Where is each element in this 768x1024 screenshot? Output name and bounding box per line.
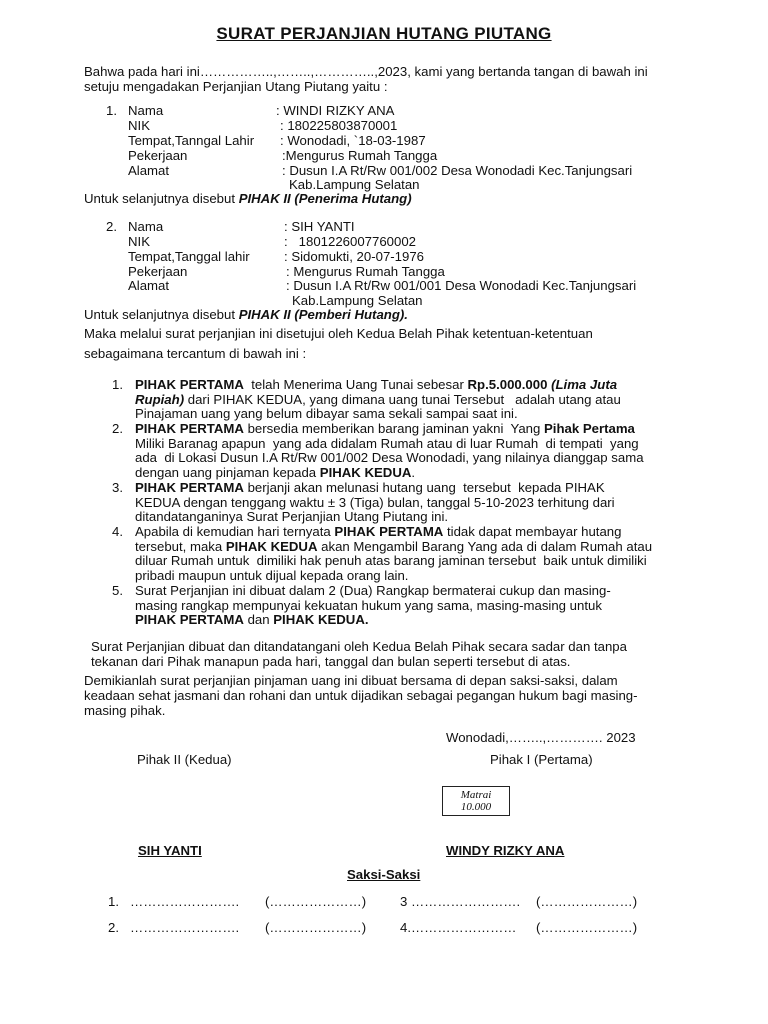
clause-2-number: 2.	[112, 421, 123, 436]
clause-4-text: Apabila di kemudian hari ternyata	[135, 524, 335, 539]
party2-alias	[84, 307, 408, 322]
clause-2-line-2: Miliki Baranag apapun yang ada didalam Rumah atau di luar Rumah di tempati yang	[135, 436, 639, 451]
clause-5-party-a: PIHAK PERTAMA	[135, 612, 244, 627]
clause-2-party-c: PIHAK KEDUA	[319, 465, 412, 480]
clause-5-conj: dan	[243, 612, 274, 627]
clause-4-party-b: PIHAK KEDUA	[225, 539, 318, 554]
closing-2-line-3: masing pihak.	[84, 703, 166, 718]
right-party-role: Pihak I (Pertama)	[490, 752, 593, 767]
stamp-value: 10.000	[460, 801, 492, 813]
party2-name-value: : SIH YANTI	[284, 219, 355, 234]
party1-job-label: Pekerjaan	[128, 148, 188, 163]
party1-nik-value: : 180225803870001	[280, 118, 398, 133]
witness-2-name: …………………….	[130, 920, 240, 935]
party2-nik-label: NIK	[128, 234, 150, 249]
clause-5-number: 5.	[112, 583, 123, 598]
party2-ttl-label: Tempat,Tanggal lahir	[128, 249, 250, 264]
witnesses-heading: Saksi-Saksi	[347, 867, 421, 882]
clause-5-party-b: PIHAK KEDUA.	[273, 612, 369, 627]
clause-1-amount-words-end: Rupiah)	[135, 392, 185, 407]
clause-2-line-3: ada di Lokasi Dusun I.A Rt/Rw 001/002 Desa Wonodadi, yang nilainya dianggap sama	[135, 450, 644, 465]
clause-2-period: .	[411, 465, 416, 480]
clause-2-party-b: Pihak Pertama	[544, 421, 635, 436]
clause-3-line-2: KEDUA dengan tenggang waktu ± 3 (Tiga) bulan, tanggal 5-10-2023 terhitung dari	[135, 495, 615, 510]
party2-address-line-2: Kab.Lampung Selatan	[292, 293, 423, 308]
clause-1-amount: Rp.5.000.000	[467, 377, 548, 392]
clause-3-number: 3.	[112, 480, 123, 495]
witness-1-name: …………………….	[130, 894, 240, 909]
clause-4-line-2-a: tersebut, maka	[135, 539, 226, 554]
clause-5-line-3	[135, 612, 369, 627]
party1-alias-prefix: Untuk selanjutnya disebut	[84, 191, 239, 206]
clause-1-line-2	[135, 392, 621, 407]
witness-2-signature: (…………………)	[265, 920, 367, 935]
party1-alias-term: PIHAK II (Penerima Hutang)	[238, 191, 412, 206]
clause-5-line-2: masing rangkap mempunyai kekuatan hukum yang sama, masing-masing untuk	[135, 598, 602, 613]
clause-3-party: PIHAK PERTAMA	[135, 480, 244, 495]
party2-name-label: Nama	[128, 219, 164, 234]
clause-1-party: PIHAK PERTAMA	[135, 377, 244, 392]
party2-alias-prefix: Untuk selanjutnya disebut	[84, 307, 239, 322]
closing-1-line-2: tekanan dari Pihak manapun pada hari, tanggal dan bulan seperti tersebut di atas.	[91, 654, 571, 669]
party2-job-value: : Mengurus Rumah Tangga	[286, 264, 445, 279]
party1-alias	[84, 191, 412, 206]
clause-4-line-2-c: akan Mengambil Barang Yang ada di dalam Rumah atau	[317, 539, 653, 554]
party2-address-label: Alamat	[128, 278, 170, 293]
page-title: SURAT PERJANJIAN HUTANG PIUTANG	[216, 24, 552, 43]
party1-name-label: Nama	[128, 103, 164, 118]
party1-nik-label: NIK	[128, 118, 150, 133]
clause-3-line-1	[135, 480, 605, 495]
intro-line-2: setuju mengadakan Perjanjian Utang Piutang yaitu :	[84, 79, 388, 94]
party1-name-value: : WINDI RIZKY ANA	[276, 103, 395, 118]
clause-1-amount-words: (Lima Juta	[551, 377, 618, 392]
party2-job-label: Pekerjaan	[128, 264, 188, 279]
party2-ttl-value: : Sidomukti, 20-07-1976	[284, 249, 425, 264]
clause-1-line-1	[135, 377, 617, 392]
clause-1-line-3: Pinajaman uang yang belum dibayar sama sekali sampai saat ini.	[135, 406, 518, 421]
clause-4-line-4: pribadi maupun untuk dijual kepada orang lain.	[135, 568, 409, 583]
party1-number: 1.	[106, 103, 117, 118]
clause-2-line-1	[135, 421, 635, 436]
clause-3-text: berjanji akan melunasi hutang uang tersebut kepada PIHAK	[243, 480, 605, 495]
clause-4-line-3: diluar Rumah untuk dimiliki hak penuh atas barang jaminan tersebut baik untuk dimiliki	[135, 553, 647, 568]
clause-2-text: bersedia memberikan barang jaminan yakni Yang	[243, 421, 544, 436]
place-date: Wonodadi,……..,…………. 2023	[446, 730, 636, 745]
stamp-duty-box	[442, 786, 510, 816]
party1-address-line-1: : Dusun I.A Rt/Rw 001/002 Desa Wonodadi Kec.Tanjungsari	[282, 163, 633, 178]
preamble-line-1: Maka melalui surat perjanjian ini disetujui oleh Kedua Belah Pihak ketentuan-ketentuan	[84, 326, 593, 341]
closing-2-line-1: Demikianlah surat perjanjian pinjaman uang ini dibuat bersama di depan saksi-saksi, dalam	[84, 673, 618, 688]
witness-1-signature: (…………………)	[265, 894, 367, 909]
witness-1-number: 1.	[108, 894, 119, 909]
right-signatory-name: WINDY RIZKY ANA	[446, 843, 565, 858]
party1-address-line-2: Kab.Lampung Selatan	[289, 177, 420, 192]
clause-1-line-2-text: dari PIHAK KEDUA, yang dimana uang tunai Tersebut adalah utang atau	[184, 392, 621, 407]
clause-1-number: 1.	[112, 377, 123, 392]
party2-nik-value: : 1801226007760002	[284, 234, 417, 249]
preamble-line-2: sebagaimana tercantum di bawah ini :	[84, 346, 307, 361]
clause-5-line-1: Surat Perjanjian ini dibuat dalam 2 (Dua) Rangkap bermaterai cukup dan masing-	[135, 583, 611, 598]
clause-2-line-4	[135, 465, 415, 480]
party2-number: 2.	[106, 219, 117, 234]
left-signatory-name: SIH YANTI	[138, 843, 202, 858]
witness-4-name: 4.……………………	[400, 920, 517, 935]
witness-3-name: 3 …………………….	[400, 894, 521, 909]
party2-address-line-1: : Dusun I.A Rt/Rw 001/001 Desa Wonodadi Kec.Tanjungsari	[286, 278, 637, 293]
closing-2-line-2: keadaan sehat jasmani dan rohani dan untuk dijadikan sebagai pegangan hukum bagi masing-	[84, 688, 638, 703]
clause-4-line-2	[135, 539, 652, 554]
witness-4-signature: (…………………)	[536, 920, 638, 935]
left-party-role: Pihak II (Kedua)	[137, 752, 232, 767]
witness-3-signature: (…………………)	[536, 894, 638, 909]
clause-2-party: PIHAK PERTAMA	[135, 421, 244, 436]
clause-1-text: telah Menerima Uang Tunai sebesar	[243, 377, 468, 392]
intro-line-1: Bahwa pada hari ini……………..,……..,…………..,2023, kami yang bertanda tangan di bawah ini	[84, 64, 648, 79]
clause-4-party: PIHAK PERTAMA	[334, 524, 444, 539]
party1-ttl-label: Tempat,Tanngal Lahir	[128, 133, 255, 148]
stamp-label: Matrai	[460, 789, 492, 801]
clause-3-line-3: ditandatanganinya Surat Perjanjian Utang Piutang ini.	[135, 509, 449, 524]
witness-2-number: 2.	[108, 920, 119, 935]
party2-alias-term: PIHAK II (Pemberi Hutang).	[238, 307, 408, 322]
clause-4-text-b: tidak dapat membayar hutang	[443, 524, 622, 539]
closing-1-line-1: Surat Perjanjian dibuat dan ditandatangani oleh Kedua Belah Pihak secara sadar dan tanpa	[91, 639, 627, 654]
party1-address-label: Alamat	[128, 163, 170, 178]
clause-4-line-1	[135, 524, 621, 539]
party1-ttl-value: : Wonodadi, `18-03-1987	[280, 133, 426, 148]
clause-2-line-4-text: dengan uang pinjaman kepada	[135, 465, 320, 480]
party1-job-value: :Mengurus Rumah Tangga	[282, 148, 438, 163]
clause-4-number: 4.	[112, 524, 123, 539]
